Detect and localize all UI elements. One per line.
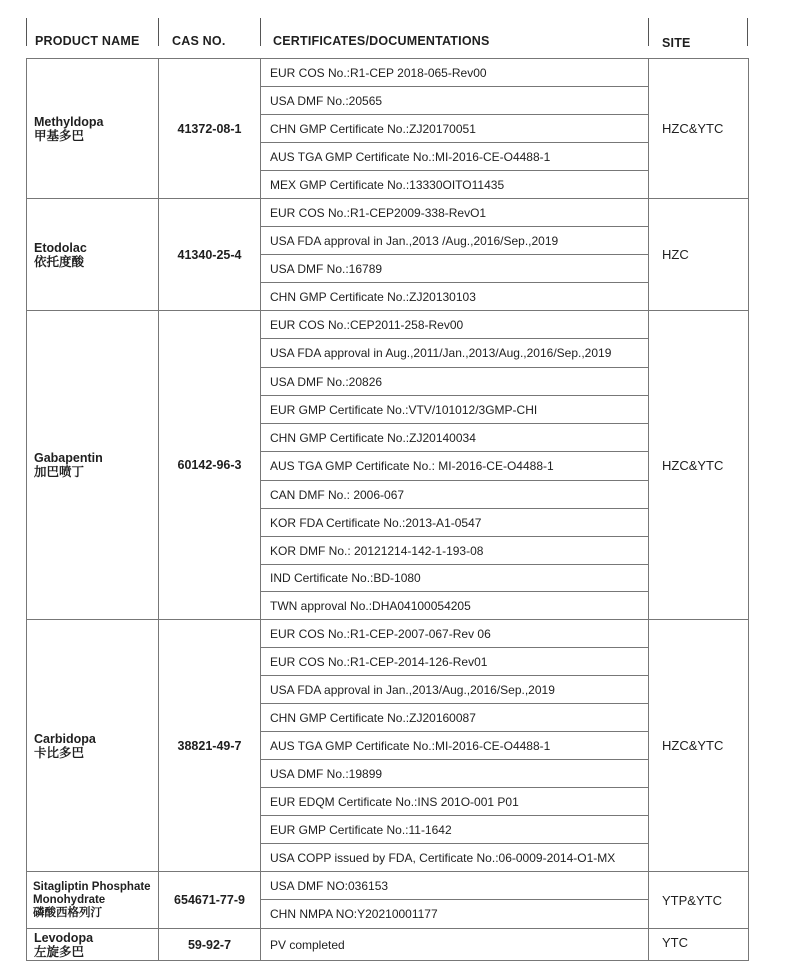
table-header — [0, 0, 788, 58]
certificate-entry: CHN GMP Certificate No.:ZJ20130103 — [261, 283, 649, 311]
certificate-entry: CHN NMPA NO:Y20210001177 — [261, 900, 649, 929]
product-name: Methyldopa — [34, 114, 104, 129]
table-row — [27, 59, 749, 87]
certificate-entry: USA DMF NO:036153 — [261, 872, 649, 900]
certificate-entry: EUR GMP Certificate No.:11-1642 — [261, 816, 649, 844]
product-name-cell — [27, 872, 159, 929]
table-row — [27, 311, 749, 339]
certificate-entry: USA FDA approval in Aug.,2011/Jan.,2013/Aug.,2016/Sep.,2019 — [261, 339, 649, 368]
certificate-entry: USA COPP issued by FDA, Certificate No.:06-0009-2014-O1-MX — [261, 844, 649, 872]
header-divider — [158, 18, 159, 46]
header-divider — [648, 18, 649, 46]
product-name: Carbidopa — [34, 731, 96, 746]
table-row — [27, 872, 749, 900]
product-name-cell — [27, 929, 159, 961]
product-name-cell — [27, 59, 159, 199]
certificate-entry: EUR GMP Certificate No.:VTV/101012/3GMP-CHI — [261, 396, 649, 424]
header-divider — [260, 18, 261, 46]
certificate-entry: AUS TGA GMP Certificate No.:MI-2016-CE-O4488-1 — [261, 732, 649, 760]
header-site: SITE — [662, 36, 691, 50]
product-name-cell — [27, 199, 159, 311]
header-certificates: CERTIFICATES/DOCUMENTATIONS — [273, 34, 490, 48]
certificate-entry: EUR COS No.:R1-CEP-2014-126-Rev01 — [261, 648, 649, 676]
certificate-entry: USA DMF No.:19899 — [261, 760, 649, 788]
certificate-entry: AUS TGA GMP Certificate No.:MI-2016-CE-O4488-1 — [261, 143, 649, 171]
certificate-entry: CAN DMF No.: 2006-067 — [261, 481, 649, 509]
certificate-entry: MEX GMP Certificate No.:13330OITO11435 — [261, 171, 649, 199]
cas-number: 41372-08-1 — [159, 59, 261, 199]
site-cell: YTP&YTC — [649, 872, 749, 929]
certificate-entry: EUR COS No.:R1-CEP2009-338-RevO1 — [261, 199, 649, 227]
product-chinese-name: 甲基多巴 — [34, 128, 85, 143]
product-name-cell — [27, 620, 159, 872]
certificate-entry: KOR DMF No.: 20121214-142-1-193-08 — [261, 537, 649, 565]
certificate-entry: PV completed — [261, 929, 649, 961]
certificate-entry: CHN GMP Certificate No.:ZJ20170051 — [261, 115, 649, 143]
product-chinese-name: 依托度酸 — [34, 254, 85, 269]
certificate-entry: CHN GMP Certificate No.:ZJ20140034 — [261, 424, 649, 452]
certificates-table — [26, 58, 749, 961]
certificate-entry: EUR EDQM Certificate No.:INS 201O-001 P01 — [261, 788, 649, 816]
table-row — [27, 620, 749, 648]
table-row — [27, 199, 749, 227]
product-chinese-name: 加巴喷丁 — [34, 465, 85, 479]
product-chinese-name: 磷酸西格列汀 — [33, 906, 102, 919]
certificate-entry: USA DMF No.:16789 — [261, 255, 649, 283]
certificate-entry: USA DMF No.:20565 — [261, 87, 649, 115]
site-cell: HZC&YTC — [649, 59, 749, 199]
certificate-entry: TWN approval No.:DHA04100054205 — [261, 592, 649, 620]
product-name: Etodolac — [34, 240, 87, 255]
product-name: Levodopa — [34, 930, 94, 945]
certificate-entry: IND Certificate No.:BD-1080 — [261, 565, 649, 592]
certificate-entry: EUR COS No.:R1-CEP 2018-065-Rev00 — [261, 59, 649, 87]
certificate-entry: USA FDA approval in Jan.,2013 /Aug.,2016/Sep.,2019 — [261, 227, 649, 255]
header-product-name: PRODUCT NAME — [35, 34, 140, 48]
cas-number: 41340-25-4 — [159, 199, 261, 311]
cas-number: 59-92-7 — [159, 929, 261, 961]
site-cell: HZC — [649, 199, 749, 311]
certificate-entry: AUS TGA GMP Certificate No.: MI-2016-CE-O4488-1 — [261, 452, 649, 481]
header-cas-no: CAS NO. — [172, 34, 226, 48]
certificate-entry: USA DMF No.:20826 — [261, 368, 649, 396]
certificate-entry: KOR FDA Certificate No.:2013-A1-0547 — [261, 509, 649, 537]
certificate-entry: EUR COS No.:CEP2011-258-Rev00 — [261, 311, 649, 339]
product-chinese-name: 左旋多巴 — [34, 944, 85, 959]
certificate-entry: EUR COS No.:R1-CEP-2007-067-Rev 06 — [261, 620, 649, 648]
cas-number: 38821-49-7 — [159, 620, 261, 872]
table-row — [27, 929, 749, 961]
certificate-entry: USA FDA approval in Jan.,2013/Aug.,2016/Sep.,2019 — [261, 676, 649, 704]
product-chinese-name: 卡比多巴 — [34, 745, 85, 760]
product-name: Gabapentin — [34, 451, 103, 465]
product-name: Sitagliptin Phosphate Monohydrate — [33, 880, 151, 906]
header-divider — [26, 18, 27, 46]
cas-number: 60142-96-3 — [159, 311, 261, 620]
header-divider — [747, 18, 748, 46]
cas-number: 654671-77-9 — [159, 872, 261, 929]
site-cell: YTC — [649, 929, 749, 961]
certificate-entry: CHN GMP Certificate No.:ZJ20160087 — [261, 704, 649, 732]
site-cell: HZC&YTC — [649, 620, 749, 872]
site-cell: HZC&YTC — [649, 311, 749, 620]
product-name-cell — [27, 311, 159, 620]
